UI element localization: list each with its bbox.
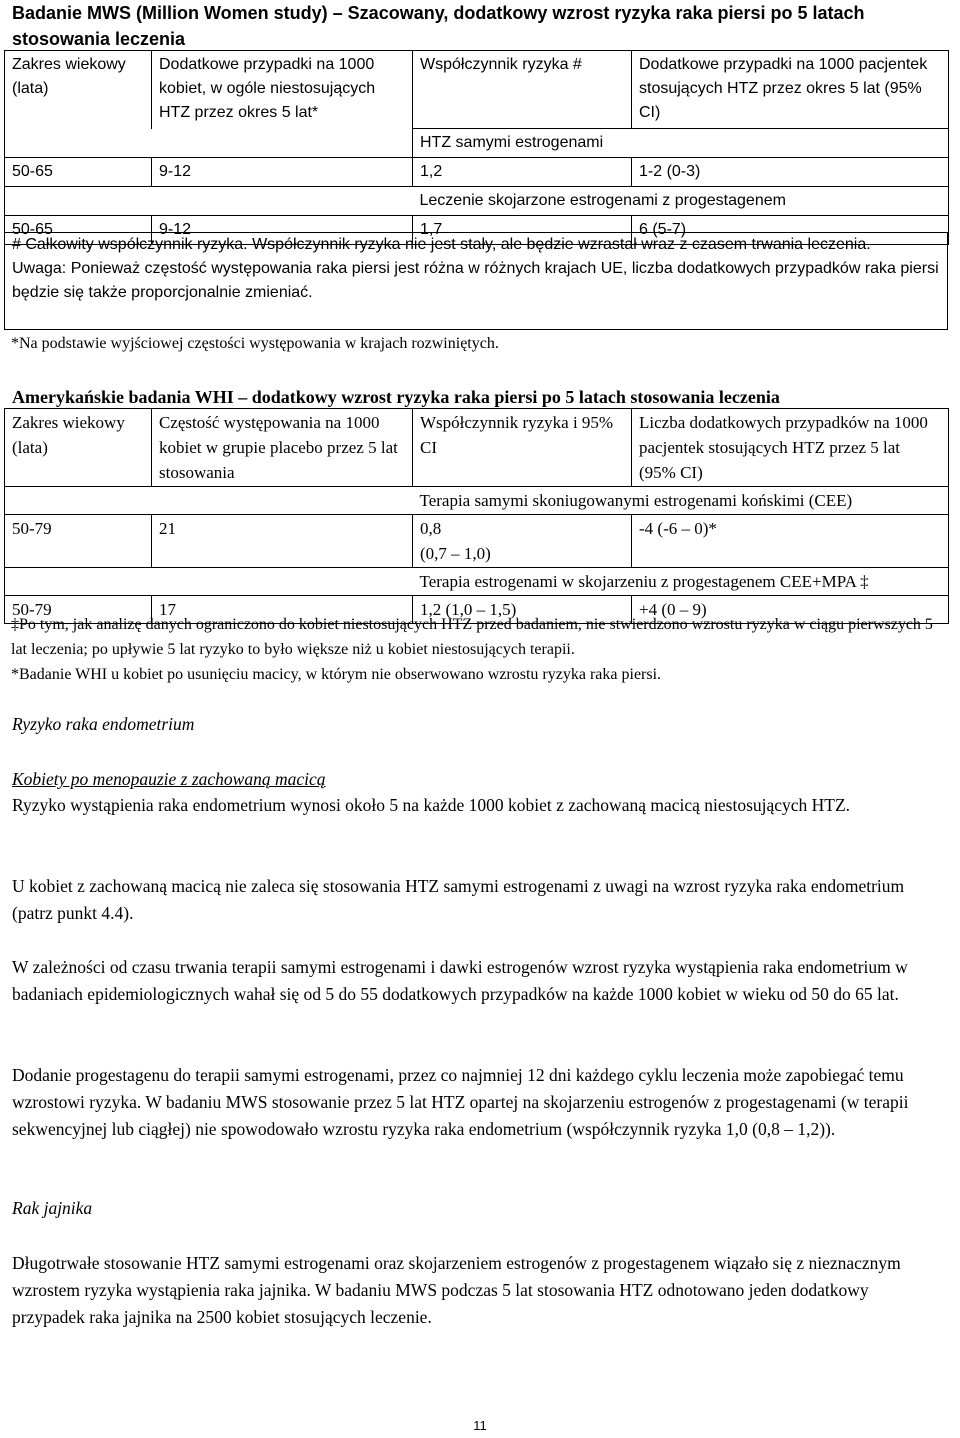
mws-header-row: [5, 51, 949, 129]
whi-group1-row: [5, 515, 949, 568]
whi-group1-label-row: [5, 487, 949, 515]
mws-note-hash: # Całkowity współczynnik ryzyka. Współczynnik ryzyka nie jest stały, ale będzie wzrastał wraz z czasem trwania leczenia.: [12, 236, 871, 253]
page-number: 11: [473, 1418, 487, 1433]
whi-table-title: Amerykańskie badania WHI – dodatkowy wzrost ryzyka raka piersi po 5 latach stosowania leczenia: [12, 387, 780, 407]
whi-group1-risk-ratio-ci: (0,7 – 1,0): [420, 544, 491, 563]
ovary-paragraph-1: Długotrwałe stosowanie HTZ samymi estrogenami oraz skojarzeniem estrogenów z progestagenem wiązało się z nieznacznym wzrostem ryzyka wystąpienia raka jajnika. W badaniu MWS podczas 5 lat stosowania HTZ odnotowano jeden dodatkowy przypadek raka jajnika na 2500 kobiet stosujących leczenie.: [12, 1253, 901, 1327]
mws-footnote: *Na podstawie wyjściowej częstości występowania w krajach rozwiniętych.: [11, 335, 499, 352]
mws-group2-age: 50-65: [5, 216, 152, 245]
whi-header-row: [5, 409, 949, 487]
whi-group1-risk-ratio: [413, 515, 632, 568]
whi-group2-placebo: 17: [152, 596, 413, 624]
mws-group1-risk-ratio: 1,2: [413, 158, 632, 187]
whi-header-placebo: Częstość występowania na 1000 kobiet w grupie placebo przez 5 lat stosowania: [152, 409, 413, 487]
mws-group1-label-row: [5, 129, 949, 158]
endometrium-subheading-text: Kobiety po menopauzie z zachowaną macicą: [12, 769, 326, 789]
mws-group1-baseline: 9-12: [152, 158, 413, 187]
mws-group2-label-row: [5, 187, 949, 216]
mws-group2-label: Leczenie skojarzone estrogenami z progestagenem: [413, 187, 949, 216]
mws-group1-label: HTZ samymi estrogenami: [413, 129, 949, 158]
mws-group1-age: 50-65: [5, 158, 152, 187]
whi-group1-extra-cases: -4 (-6 – 0)*: [632, 515, 949, 568]
mws-table-title: Badanie MWS (Million Women study) – Szacowany, dodatkowy wzrost ryzyka raka piersi po 5 latach stosowania leczenia: [12, 3, 865, 49]
endometrium-paragraph-3: W zależności od czasu trwania terapii samymi estrogenami i dawki estrogenów wzrost ryzyka wystąpienia raka endometrium w badaniach epidemiologicznych wahał się od 5 do 55 dodatkowych przypadków na każde 1000 kobiet w wieku od 50 do 65 lat.: [12, 957, 908, 1004]
mws-group1-row: [5, 158, 949, 187]
whi-group1-label: Terapia samymi skoniugowanymi estrogenami końskimi (CEE): [413, 487, 949, 515]
whi-header-age: Zakres wiekowy (lata): [5, 409, 152, 487]
mws-header-baseline: Dodatkowe przypadki na 1000 kobiet, w ogóle niestosujących HTZ przez okres 5 lat*: [152, 51, 413, 129]
mws-group2-risk-ratio: 1,7: [413, 216, 632, 245]
whi-header-risk-ratio: Współczynnik ryzyka i 95% CI: [413, 409, 632, 487]
whi-group2-age: 50-79: [5, 596, 152, 624]
whi-group1-risk-ratio-value: 0,8: [420, 519, 442, 538]
mws-group2-baseline: 9-12: [152, 216, 413, 245]
endometrium-paragraph-4: Dodanie progestagenu do terapii samymi estrogenami, przez co najmniej 12 dni każdego cyklu leczenia może zapobiegać temu wzrostowi ryzyka. W badaniu MWS stosowanie przez 5 lat HTZ opartej na skojarzeniu estrogenów z progestagenami (w terapii sekwencyjnej lub ciągłej) nie spowodowało wzrostu ryzyka raka endometrium (współczynnik ryzyka 1,0 (0,8 – 1,2)).: [12, 1065, 909, 1139]
whi-group1-placebo: 21: [152, 515, 413, 568]
whi-group2-extra-cases: +4 (0 – 9): [632, 596, 949, 624]
mws-header-extra-cases: Dodatkowe przypadki na 1000 pacjentek stosujących HTZ przez okres 5 lat (95% CI): [632, 51, 949, 129]
whi-notes: [11, 612, 941, 687]
mws-risk-table: [4, 50, 949, 245]
mws-note-warning: Uwaga: Ponieważ częstość występowania raka piersi jest różna w różnych krajach UE, liczba dodatkowych przypadków raka piersi będzie się także proporcjonalnie zmieniać.: [12, 260, 939, 301]
whi-group2-label-row: [5, 568, 949, 596]
whi-note-star: *Badanie WHI u kobiet po usunięciu macicy, w którym nie obserwowano wzrostu ryzyka raka piersi.: [11, 666, 662, 683]
endometrium-paragraph-2: U kobiet z zachowaną macicą nie zaleca się stosowania HTZ samymi estrogenami z uwagi na wzrost ryzyka raka endometrium (patrz punkt 4.4).: [12, 876, 905, 923]
ovary-heading: Rak jajnika: [12, 1198, 93, 1218]
whi-header-extra-cases: Liczba dodatkowych przypadków na 1000 pacjentek stosujących HTZ przez 5 lat (95% CI): [632, 409, 949, 487]
mws-header-risk-ratio: Współczynnik ryzyka #: [413, 51, 632, 129]
mws-header-age: Zakres wiekowy (lata): [5, 51, 152, 129]
whi-note-dagger: ‡Po tym, jak analizę danych ograniczono do kobiet niestosujących HTZ przed badaniem, nie stwierdzono wzrostu ryzyka w ciągu pierwszych 5 lat leczenia; po upływie 5 lat ryzyko to było większe niż u kobiet niestosujących terapii.: [11, 616, 933, 658]
whi-group2-label: Terapia estrogenami w skojarzeniu z progestagenem CEE+MPA ‡: [413, 568, 949, 596]
whi-group1-age: 50-79: [5, 515, 152, 568]
mws-group2-extra-cases: 6 (5-7): [632, 216, 949, 245]
whi-group2-risk-ratio: 1,2 (1,0 – 1,5): [413, 596, 632, 624]
whi-risk-table: [4, 408, 949, 624]
mws-notes-box: [4, 232, 948, 330]
endometrium-subheading: [12, 766, 940, 793]
endometrium-heading: Ryzyko raka endometrium: [12, 714, 195, 734]
endometrium-paragraph-1: Ryzyko wystąpienia raka endometrium wynosi około 5 na każde 1000 kobiet z zachowaną macicą niestosujących HTZ.: [12, 795, 851, 815]
mws-group1-extra-cases: 1-2 (0-3): [632, 158, 949, 187]
